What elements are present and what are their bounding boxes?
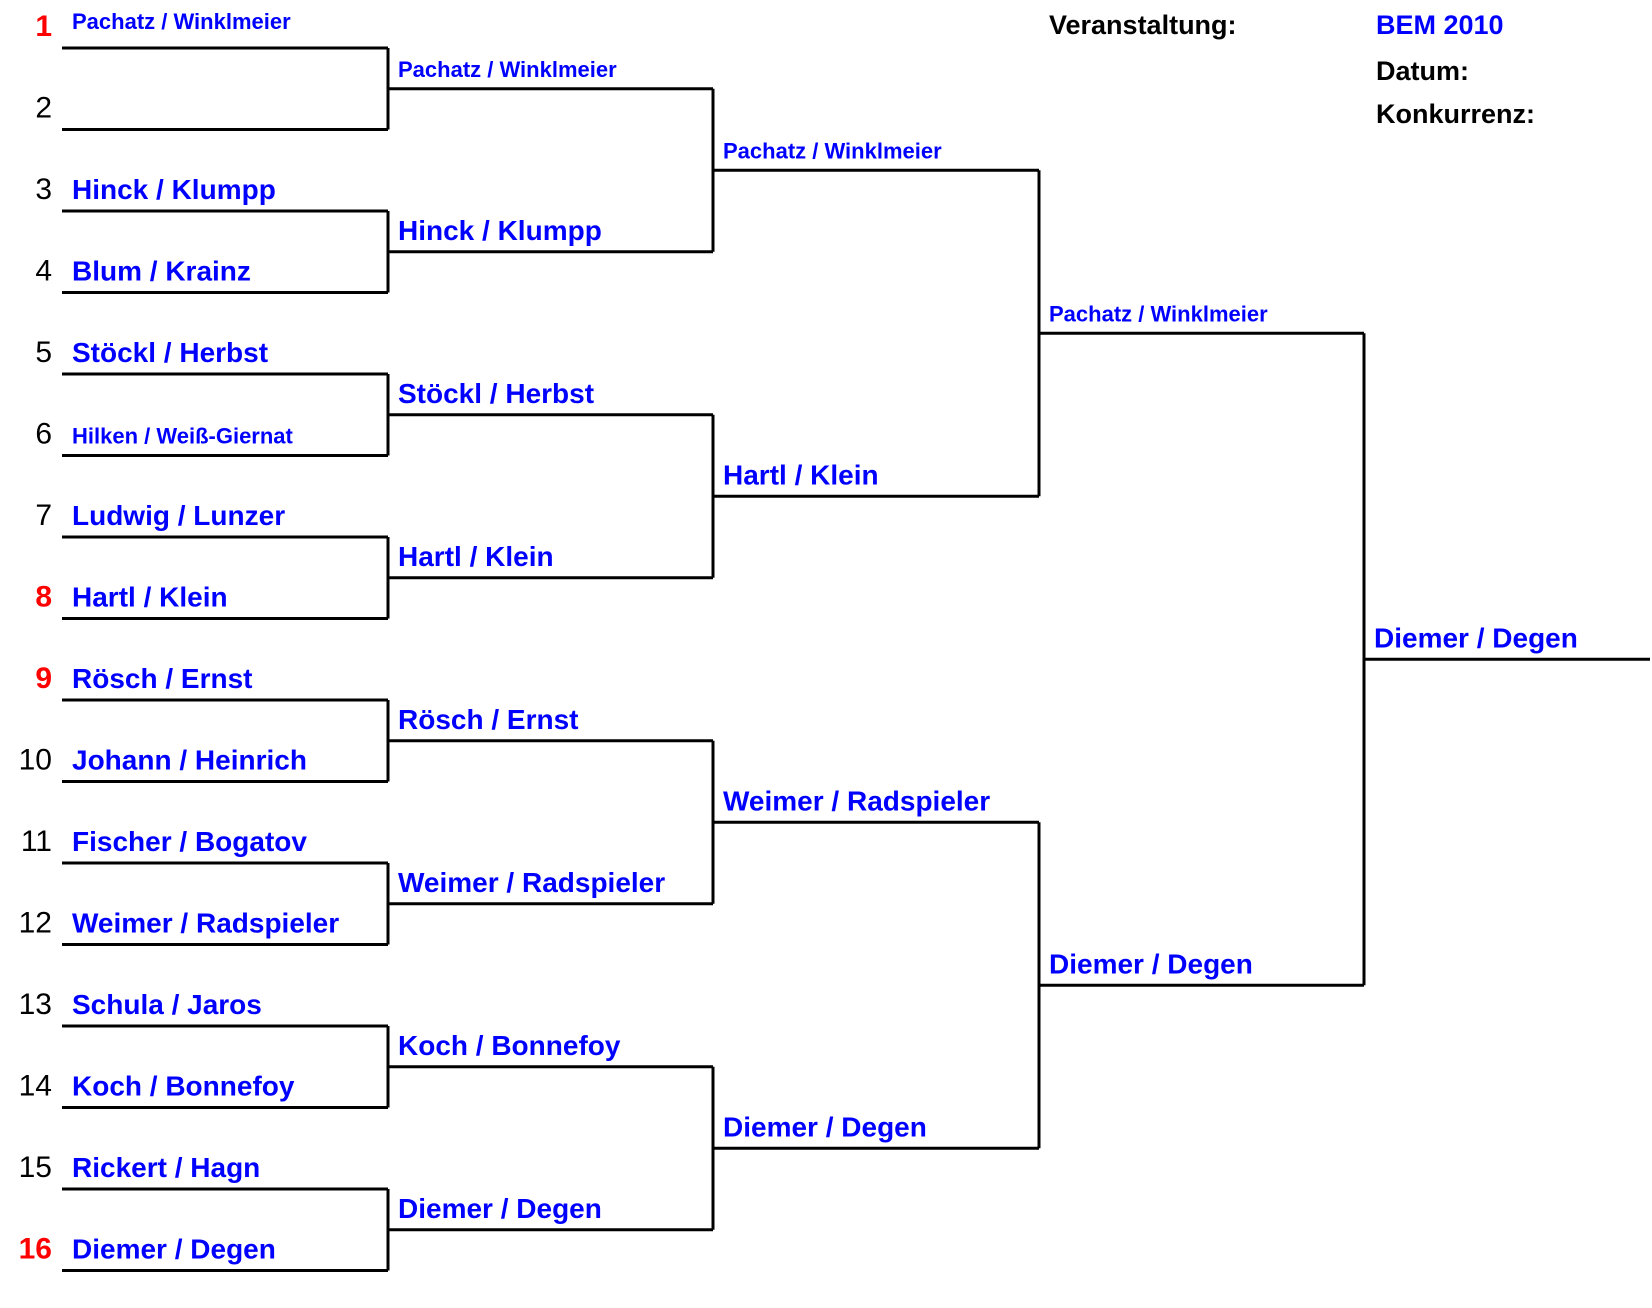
r2-player-name: Koch / Bonnefoy <box>398 1029 621 1061</box>
date-label: Datum: <box>1376 56 1469 86</box>
r1-player-name: Diemer / Degen <box>72 1233 276 1265</box>
bracket-lines <box>62 48 1650 1271</box>
r1-player-name: Fischer / Bogatov <box>72 826 307 857</box>
competition-label: Konkurrenz: <box>1376 99 1536 129</box>
r1-player-name: Hilken / Weiß-Giernat <box>72 423 293 449</box>
r1-player-name: Stöckl / Herbst <box>72 337 269 368</box>
r2-player-name: Diemer / Degen <box>398 1192 602 1224</box>
seed-number: 13 <box>18 988 52 1021</box>
r1-player-name: Schula / Jaros <box>72 989 262 1020</box>
event-label: Veranstaltung: <box>1049 10 1237 40</box>
seed-number: 16 <box>18 1232 52 1266</box>
r1-player-name: Rösch / Ernst <box>72 663 253 694</box>
seed-number: 2 <box>35 91 52 125</box>
r1-player-name: Hinck / Klumpp <box>72 174 276 205</box>
r1-player-name: Blum / Krainz <box>72 255 251 287</box>
r2-player-name: Stöckl / Herbst <box>398 377 595 409</box>
r3-player-name: Hartl / Klein <box>723 459 879 491</box>
r1-player-name: Ludwig / Lunzer <box>72 500 286 531</box>
r2-player-name: Hartl / Klein <box>398 540 554 572</box>
r1-player-name: Koch / Bonnefoy <box>72 1070 295 1102</box>
r2-player-name: Weimer / Radspieler <box>398 866 666 898</box>
r3-player-name: Pachatz / Winklmeier <box>723 138 942 164</box>
event-value: BEM 2010 <box>1376 10 1504 40</box>
r1-player-name: Johann / Heinrich <box>72 744 307 776</box>
seed-number: 11 <box>20 825 52 858</box>
winner-name: Diemer / Degen <box>1374 622 1578 654</box>
r2-player-name: Hinck / Klumpp <box>398 214 602 246</box>
r1-player-name: Hartl / Klein <box>72 581 228 613</box>
seed-number: 1 <box>35 10 52 43</box>
r3-player-name: Weimer / Radspieler <box>723 785 991 817</box>
seed-number: 14 <box>18 1069 52 1103</box>
bracket-labels <box>19 9 1578 1266</box>
seed-number: 3 <box>35 173 52 206</box>
seed-number: 6 <box>35 417 52 451</box>
r2-player-name: Pachatz / Winklmeier <box>398 56 617 82</box>
seed-number: 9 <box>35 662 52 695</box>
seed-number: 4 <box>35 254 52 288</box>
r4-player-name: Diemer / Degen <box>1049 948 1253 980</box>
r4-player-name: Pachatz / Winklmeier <box>1049 301 1268 327</box>
seed-number: 5 <box>35 336 52 369</box>
r1-player-name: Pachatz / Winklmeier <box>72 9 291 34</box>
seed-number: 15 <box>18 1151 52 1184</box>
seed-number: 7 <box>35 499 52 532</box>
seed-number: 12 <box>18 906 52 940</box>
r1-player-name: Weimer / Radspieler <box>72 907 340 939</box>
r1-player-name: Rickert / Hagn <box>72 1152 261 1183</box>
seed-number: 10 <box>18 743 52 777</box>
seed-number: 8 <box>35 580 52 614</box>
r2-player-name: Rösch / Ernst <box>398 703 579 735</box>
r3-player-name: Diemer / Degen <box>723 1111 927 1143</box>
